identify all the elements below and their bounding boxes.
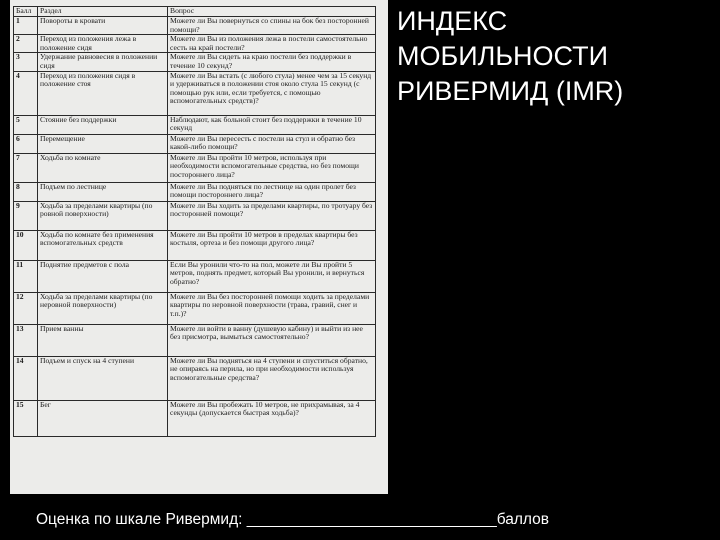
row-score: 11 xyxy=(14,260,38,292)
row-question: Можете ли Вы встать (с любого стула) менее чем за 15 секунд и удерживаться в положении стоя около стула 15 секунд (с помощью рук или, если требуется, с помощью вспомогательных средств)? xyxy=(168,71,376,115)
slide-title: ИНДЕКС МОБИЛЬНОСТИ РИВЕРМИД (IMR) xyxy=(397,6,624,106)
imr-table xyxy=(13,6,376,437)
row-question: Можете ли Вы пробежать 10 метров, не прихрамывая, за 4 секунды (допускается быстрая ходьба)? xyxy=(168,400,376,436)
row-question: Можете ли Вы повернуться со спины на бок без посторонней помощи? xyxy=(168,17,376,35)
table-row xyxy=(14,260,376,292)
table-row xyxy=(14,292,376,324)
row-question: Можете ли Вы пересесть с постели на стул и обратно без какой-либо помощи? xyxy=(168,134,376,153)
row-section: Ходьба за пределами квартиры (по ровной поверхности) xyxy=(38,201,168,230)
row-score: 14 xyxy=(14,356,38,400)
row-section: Ходьба по комнате xyxy=(38,153,168,182)
score-blank: _____________________________ xyxy=(246,511,497,528)
table-row xyxy=(14,201,376,230)
row-score: 5 xyxy=(14,115,38,134)
table-row xyxy=(14,115,376,134)
row-section: Повороты в кровати xyxy=(38,17,168,35)
scale-table-image xyxy=(10,0,388,494)
row-section: Бег xyxy=(38,400,168,436)
row-question: Можете ли Вы подняться по лестнице на один пролет без помощи постороннего лица? xyxy=(168,182,376,201)
row-score: 7 xyxy=(14,153,38,182)
row-score: 10 xyxy=(14,230,38,260)
row-section: Удержание равновесия в положении сидя xyxy=(38,53,168,71)
row-score: 8 xyxy=(14,182,38,201)
table-row xyxy=(14,400,376,436)
table-row xyxy=(14,53,376,71)
row-section: Переход из положения лежа в положение сидя xyxy=(38,35,168,53)
row-question: Можете ли войти в ванну (душевую кабину) и выйти из нее без присмотра, вымыться самостоятельно? xyxy=(168,324,376,356)
row-score: 4 xyxy=(14,71,38,115)
row-section: Прием ванны xyxy=(38,324,168,356)
row-score: 3 xyxy=(14,53,38,71)
row-question: Можете ли Вы сидеть на краю постели без поддержки в течение 10 секунд? xyxy=(168,53,376,71)
row-section: Ходьба по комнате без применения вспомогательных средств xyxy=(38,230,168,260)
table-row xyxy=(14,134,376,153)
table-row xyxy=(14,71,376,115)
row-section: Поднятие предметов с пола xyxy=(38,260,168,292)
row-section: Переход из положения сидя в положение стоя xyxy=(38,71,168,115)
row-score: 12 xyxy=(14,292,38,324)
row-score: 15 xyxy=(14,400,38,436)
score-line xyxy=(36,510,549,530)
row-score: 9 xyxy=(14,201,38,230)
row-question: Можете ли Вы пройти 10 метров в пределах квартиры без костыля, ортеза и без помощи другого лица? xyxy=(168,230,376,260)
table-row xyxy=(14,356,376,400)
header-question: Вопрос xyxy=(168,7,376,17)
table-row xyxy=(14,230,376,260)
row-question: Можете ли Вы пройти 10 метров, используя при необходимости вспомогательные средства, но без помощи постороннего лица? xyxy=(168,153,376,182)
row-question: Можете ли Вы ходить за пределами квартиры, по тротуару без посторонней помощи? xyxy=(168,201,376,230)
table-row xyxy=(14,182,376,201)
header-score: Балл xyxy=(14,7,38,17)
row-question: Можете ли Вы без посторонней помощи ходить за пределами квартиры по неровной поверхности (трава, гравий, снег и т.п.)? xyxy=(168,292,376,324)
row-score: 2 xyxy=(14,35,38,53)
table-row xyxy=(14,324,376,356)
row-score: 1 xyxy=(14,17,38,35)
row-question: Можете ли Вы подняться на 4 ступени и спуститься обратно, не опираясь на перила, но при необходимости используя вспомогательные средства? xyxy=(168,356,376,400)
score-label: Оценка по шкале Ривермид: xyxy=(36,511,243,528)
row-question: Наблюдают, как больной стоит без поддержки в течение 10 секунд xyxy=(168,115,376,134)
row-question: Если Вы уронили что-то на пол, можете ли Вы пройти 5 метров, поднять предмет, который Вы уронили, и вернуться обратно? xyxy=(168,260,376,292)
score-unit: баллов xyxy=(496,511,549,528)
row-section: Перемещение xyxy=(38,134,168,153)
table-header-row xyxy=(14,7,376,17)
row-score: 6 xyxy=(14,134,38,153)
table-row xyxy=(14,17,376,35)
header-section: Раздел xyxy=(38,7,168,17)
row-section: Подъем по лестнице xyxy=(38,182,168,201)
row-score: 13 xyxy=(14,324,38,356)
table-row xyxy=(14,153,376,182)
row-question: Можете ли Вы из положения лежа в постели самостоятельно сесть на край постели? xyxy=(168,35,376,53)
row-section: Ходьба за пределами квартиры (по неровной поверхности) xyxy=(38,292,168,324)
row-section: Подъем и спуск на 4 ступени xyxy=(38,356,168,400)
row-section: Стояние без поддержки xyxy=(38,115,168,134)
table-row xyxy=(14,35,376,53)
